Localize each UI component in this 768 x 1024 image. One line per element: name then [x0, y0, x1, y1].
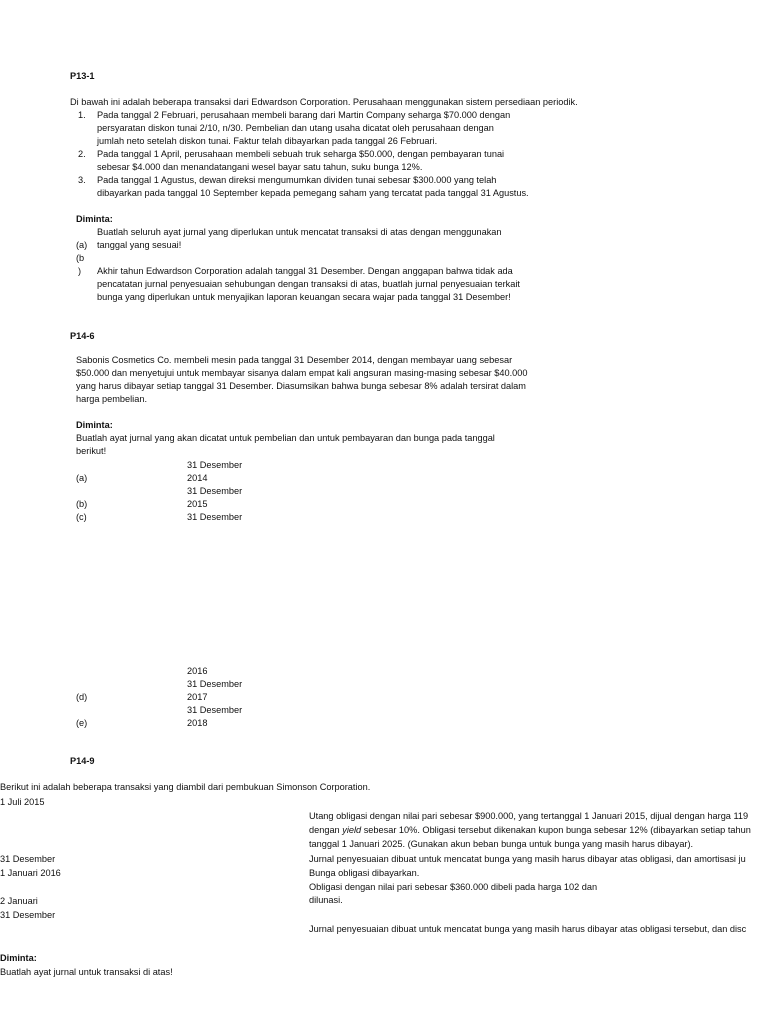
transaction-line: Utang obligasi dengan nilai pari sebesar $900.000, yang tertanggal 1 Januari 2015, dijual dengan harga 119 [309, 811, 749, 821]
p14-6-intro-line: yang harus dibayar setiap tanggal 31 Desember. Diasumsikan bahwa bunga sebesar 8% adalah tersirat dalam [76, 381, 526, 391]
p14-6-req-line: berikut! [76, 446, 107, 456]
transaction-date: 31 Desember [0, 910, 56, 920]
p13-1-req-b-line: bunga yang diperlukan untuk menyajikan laporan keuangan secara wajar pada tanggal 31 Desember! [97, 292, 511, 302]
item-line: jumlah neto setelah diskon tunai. Faktur telah dibayarkan pada tanggal 26 Februari. [97, 136, 438, 146]
transaction-date: 1 Januari 2016 [0, 868, 61, 878]
req-label-d: (d) [76, 692, 88, 702]
item-line: sebesar $4.000 dan menandatangani wesel bayar satu tahun, suku bunga 12%. [97, 162, 423, 172]
transaction-date: 2 Januari [0, 896, 38, 906]
p14-9-req: Buatlah ayat jurnal untuk transaksi di atas! [0, 967, 173, 977]
p13-1-req-b-label: ) [78, 266, 82, 276]
p14-9-diminta-label: Diminta: [0, 953, 37, 963]
transaction-line: dilunasi. [309, 895, 343, 905]
req-label-b: (b) [76, 499, 88, 509]
req-label-e: (e) [76, 718, 88, 728]
p14-6-diminta-label: Diminta: [76, 420, 113, 430]
date-line: 2015 [187, 499, 208, 509]
p14-6-intro-line: harga pembelian. [76, 394, 147, 404]
date-line: 31 Desember [187, 486, 243, 496]
transaction-line: Jurnal penyesuaian dibuat untuk mencatat bunga yang masih harus dibayar atas obligasi tersebut, dan disc [309, 924, 747, 934]
transaction-date: 1 Juli 2015 [0, 797, 45, 807]
req-label-a: (a) [76, 473, 88, 483]
p14-9-heading: P14-9 [70, 756, 95, 766]
p13-1-heading: P13-1 [70, 71, 95, 81]
req-label-c: (c) [76, 512, 87, 522]
date-line: 2018 [187, 718, 208, 728]
p13-1-req-a-line: tanggal yang sesuai! [97, 240, 182, 250]
transaction-line [309, 824, 751, 836]
date-line: 31 Desember [187, 679, 243, 689]
p13-1-req-b-line: Akhir tahun Edwardson Corporation adalah tanggal 31 Desember. Dengan anggapan bahwa tidak ada [97, 266, 513, 276]
date-line: 2016 [187, 666, 208, 676]
transaction-text: sebesar 10%. Obligasi tersebut dikenakan kupon bunga sebesar 12% (dibayarkan setiap tahun [363, 825, 751, 835]
p13-1-req-a-label: (a) [76, 240, 88, 250]
transaction-line: tanggal 1 Januari 2025. (Gunakan akun beban bunga untuk bunga yang masih harus dibayar). [309, 839, 694, 849]
date-line: 31 Desember [187, 512, 243, 522]
p13-1-req-b-line: pencatatan jurnal penyesuaian sehubungan dengan transaksi di atas, buatlah jurnal penyesuaian terkait [97, 279, 520, 289]
p14-6-intro-line: Sabonis Cosmetics Co. membeli mesin pada tanggal 31 Desember 2014, dengan membayar uang sebesar [76, 355, 513, 365]
item-number: 2. [78, 149, 86, 159]
date-line: 31 Desember [187, 705, 243, 715]
date-line: 31 Desember [187, 460, 243, 470]
p14-6-heading: P14-6 [70, 331, 95, 341]
item-line: Pada tanggal 1 Agustus, dewan direksi mengumumkan dividen tunai sebesar $300.000 yang telah [97, 175, 497, 185]
transaction-date: 31 Desember [0, 854, 56, 864]
date-line: 2017 [187, 692, 208, 702]
p13-1-intro: Di bawah ini adalah beberapa transaksi dari Edwardson Corporation. Perusahaan menggunakan sistem persediaan periodik. [70, 97, 578, 107]
p13-1-req-a-line: Buatlah seluruh ayat jurnal yang diperlukan untuk mencatat transaksi di atas dengan menggunakan [97, 227, 502, 237]
transaction-line: Jurnal penyesuaian dibuat untuk mencatat bunga yang masih harus dibayar atas obligasi, dan amortisasi ju [309, 854, 746, 864]
p14-6-req-line: Buatlah ayat jurnal yang akan dicatat untuk pembelian dan untuk pembayaran dan bunga pada tanggal [76, 433, 495, 443]
p13-1-req-b-label: (b [76, 253, 85, 263]
transaction-line: Obligasi dengan nilai pari sebesar $360.000 dibeli pada harga 102 dan [309, 882, 598, 892]
item-line: persyaratan diskon tunai 2/10, n/30. Pembelian dan utang usaha dicatat oleh perusahaan dengan [97, 123, 494, 133]
item-number: 1. [78, 110, 86, 120]
item-line: dibayarkan pada tanggal 10 September kepada pemegang saham yang tercatat pada tanggal 31 Agustus. [97, 188, 529, 198]
item-line: Pada tanggal 2 Februari, perusahaan membeli barang dari Martin Company seharga $70.000 dengan [97, 110, 511, 120]
transaction-text: dengan [309, 825, 343, 835]
p14-6-intro-line: $50.000 dan menyetujui untuk membayar sisanya dalam empat kali angsuran masing-masing sebesar $40.000 [76, 368, 528, 378]
date-line: 2014 [187, 473, 208, 483]
p13-1-diminta-label: Diminta: [76, 214, 113, 224]
item-number: 3. [78, 175, 86, 185]
transaction-line: Bunga obligasi dibayarkan. [309, 868, 420, 878]
p14-9-intro: Berikut ini adalah beberapa transaksi yang diambil dari pembukuan Simonson Corporation. [0, 782, 371, 792]
yield-term: yield [342, 825, 362, 835]
item-line: Pada tanggal 1 April, perusahaan membeli sebuah truk seharga $50.000, dengan pembayaran tunai [97, 149, 505, 159]
